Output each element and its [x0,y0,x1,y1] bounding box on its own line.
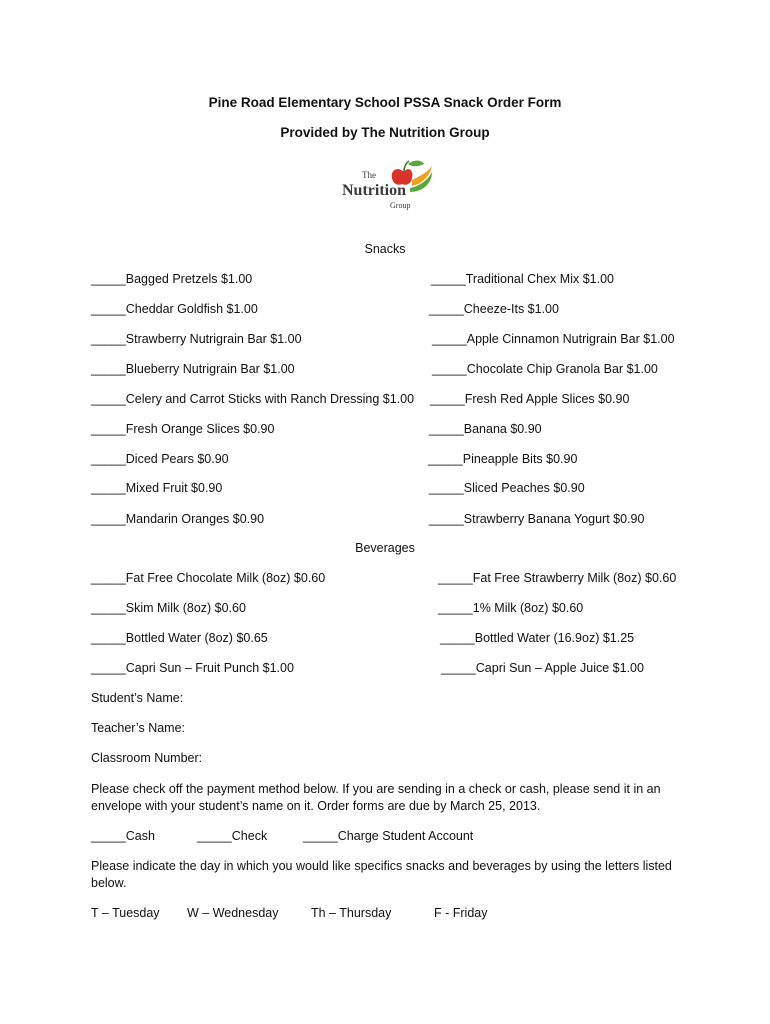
snack-item[interactable]: _____Diced Pears $0.90 [91,452,229,466]
beverage-row [0,661,770,679]
snack-item[interactable]: _____Mandarin Oranges $0.90 [91,512,265,526]
snack-item[interactable]: _____Strawberry Nutrigrain Bar $1.00 [91,332,302,346]
beverage-item[interactable]: _____Capri Sun – Fruit Punch $1.00 [91,661,294,675]
logo-text-nutrition: Nutrition [342,182,406,199]
days-instructions: Please indicate the day in which you would like specifics snacks and beverages by using the letters listed below. [91,859,672,890]
beverage-row [0,571,770,589]
snacks-heading: Snacks [364,242,406,256]
payment-charge-account-option[interactable]: _____Charge Student Account [303,829,474,843]
snack-item[interactable]: _____Fresh Red Apple Slices $0.90 [430,392,630,406]
beverage-item[interactable]: _____Fat Free Chocolate Milk (8oz) $0.60 [91,571,326,585]
day-tuesday: T – Tuesday [91,906,160,920]
logo-text-group: Group [390,201,411,210]
payment-check-option[interactable]: _____Check [197,829,268,843]
snack-row [0,452,770,470]
snack-item[interactable]: _____Fresh Orange Slices $0.90 [91,422,275,436]
snack-item[interactable]: _____Strawberry Banana Yogurt $0.90 [429,512,645,526]
snack-row [0,392,770,410]
snack-item[interactable]: _____Cheeze-Its $1.00 [429,302,559,316]
snack-item[interactable]: _____Banana $0.90 [429,422,542,436]
form-subtitle: Provided by The Nutrition Group [280,125,490,140]
day-wednesday: W – Wednesday [187,906,279,920]
snack-item[interactable]: _____Celery and Carrot Sticks with Ranch Dressing $1.00 [91,392,415,406]
beverage-item[interactable]: _____Bottled Water (16.9oz) $1.25 [440,631,635,645]
snack-row [0,302,770,320]
day-thursday: Th – Thursday [311,906,392,920]
snack-row [0,332,770,350]
snack-row [0,481,770,499]
snack-item[interactable]: _____Mixed Fruit $0.90 [91,481,223,495]
logo-text-the: The [362,170,376,180]
classroom-number-label[interactable]: Classroom Number: [91,751,203,765]
nutrition-group-logo [338,158,434,220]
beverage-item[interactable]: _____Fat Free Strawberry Milk (8oz) $0.60 [438,571,677,585]
snack-item[interactable]: _____Pineapple Bits $0.90 [428,452,578,466]
beverage-item[interactable]: _____Bottled Water (8oz) $0.65 [91,631,268,645]
beverages-heading: Beverages [355,541,415,555]
form-title: Pine Road Elementary School PSSA Snack Order Form [208,95,562,110]
beverage-row [0,631,770,649]
snack-row [0,362,770,380]
snack-row [0,272,770,290]
day-friday: F - Friday [434,906,488,920]
beverage-item[interactable]: _____Capri Sun – Apple Juice $1.00 [441,661,644,675]
snack-row [0,422,770,440]
snack-item[interactable]: _____Sliced Peaches $0.90 [429,481,585,495]
leaf-icon [408,161,424,167]
snack-item[interactable]: _____Chocolate Chip Granola Bar $1.00 [432,362,658,376]
payment-instructions: Please check off the payment method below. If you are sending in a check or cash, please send it in an envelope with your student’s name on it. Order forms are due by March 25, 2013. [91,782,661,813]
student-name-label[interactable]: Student’s Name: [91,691,184,705]
beverage-row [0,601,770,619]
snack-item[interactable]: _____Traditional Chex Mix $1.00 [431,272,614,286]
snack-row [0,512,770,530]
snack-item[interactable]: _____Apple Cinnamon Nutrigrain Bar $1.00 [432,332,675,346]
beverage-item[interactable]: _____1% Milk (8oz) $0.60 [438,601,584,615]
payment-cash-option[interactable]: _____Cash [91,829,155,843]
orange-swoosh-icon [412,166,432,186]
beverage-item[interactable]: _____Skim Milk (8oz) $0.60 [91,601,246,615]
snack-item[interactable]: _____Blueberry Nutrigrain Bar $1.00 [91,362,295,376]
snack-item[interactable]: _____Bagged Pretzels $1.00 [91,272,253,286]
teacher-name-label[interactable]: Teacher’s Name: [91,721,186,735]
snack-item[interactable]: _____Cheddar Goldfish $1.00 [91,302,258,316]
